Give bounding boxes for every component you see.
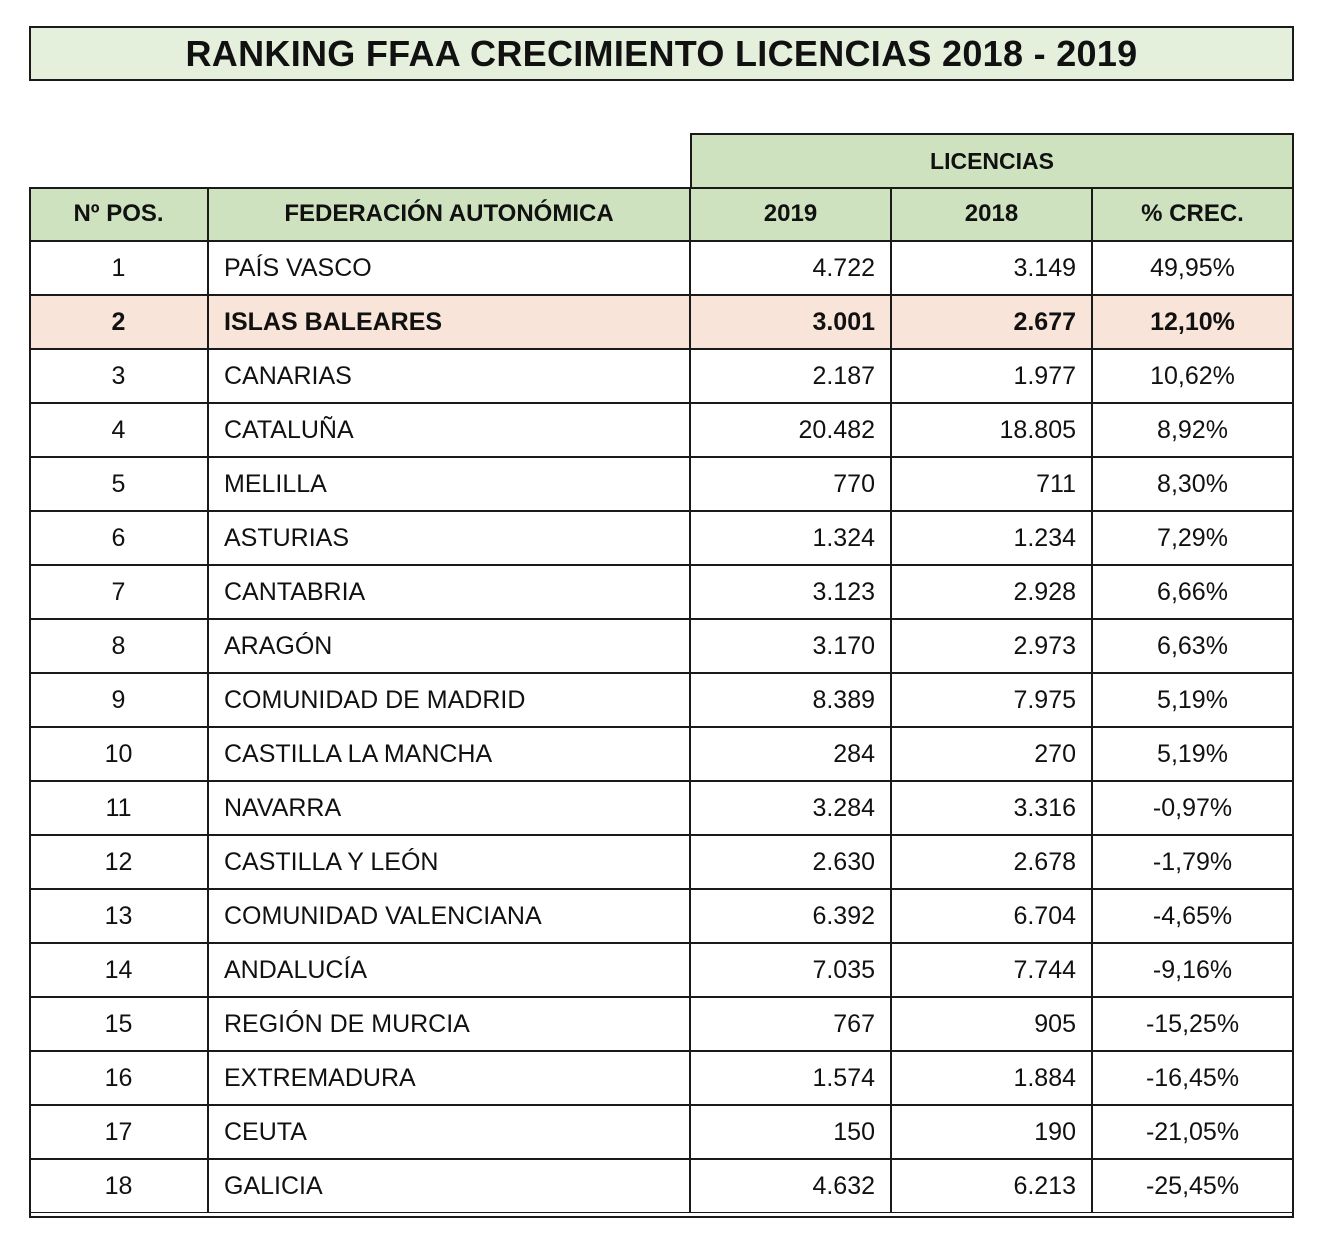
table-row: [29, 997, 1294, 1051]
cell-2018: 3.316: [891, 781, 1092, 835]
table-row: [29, 295, 1294, 349]
cell-growth: -0,97%: [1092, 781, 1293, 835]
cell-federation: MELILLA: [208, 457, 690, 511]
cell-growth: 10,62%: [1092, 349, 1293, 403]
cell-position: 11: [29, 781, 208, 835]
table-header-row: [29, 187, 1294, 241]
cell-growth: 49,95%: [1092, 241, 1293, 295]
header-2019: 2019: [690, 187, 891, 241]
cell-2018: 1.977: [891, 349, 1092, 403]
cell-2018: 7.975: [891, 673, 1092, 727]
cell-2019: 1.324: [690, 511, 891, 565]
cell-2019: 3.123: [690, 565, 891, 619]
cell-2018: 2.678: [891, 835, 1092, 889]
cell-position: 9: [29, 673, 208, 727]
cell-federation: COMUNIDAD VALENCIANA: [208, 889, 690, 943]
table-row: [29, 943, 1294, 997]
cell-growth: -9,16%: [1092, 943, 1293, 997]
table-row: [29, 241, 1294, 295]
table-row: [29, 349, 1294, 403]
cell-federation: CEUTA: [208, 1105, 690, 1159]
table-row: [29, 1159, 1294, 1213]
cell-position: 5: [29, 457, 208, 511]
table-row: [29, 1105, 1294, 1159]
cell-2018: 711: [891, 457, 1092, 511]
table-row: [29, 889, 1294, 943]
table-row: [29, 727, 1294, 781]
cell-growth: 6,63%: [1092, 619, 1293, 673]
cell-growth: -1,79%: [1092, 835, 1293, 889]
cell-position: 8: [29, 619, 208, 673]
cell-2019: 150: [690, 1105, 891, 1159]
cell-growth: 8,92%: [1092, 403, 1293, 457]
cell-2019: 767: [690, 997, 891, 1051]
cell-growth: 5,19%: [1092, 727, 1293, 781]
cell-position: 12: [29, 835, 208, 889]
table-row: [29, 565, 1294, 619]
cell-2018: 6.704: [891, 889, 1092, 943]
cell-position: 4: [29, 403, 208, 457]
cell-2018: 6.213: [891, 1159, 1092, 1213]
header-2018: 2018: [891, 187, 1092, 241]
cell-federation: PAÍS VASCO: [208, 241, 690, 295]
cell-federation: CATALUÑA: [208, 403, 690, 457]
cell-federation: ANDALUCÍA: [208, 943, 690, 997]
cell-2018: 190: [891, 1105, 1092, 1159]
cell-position: 10: [29, 727, 208, 781]
cell-2019: 3.170: [690, 619, 891, 673]
cell-growth: -16,45%: [1092, 1051, 1293, 1105]
cell-2019: 1.574: [690, 1051, 891, 1105]
cell-growth: 12,10%: [1092, 295, 1293, 349]
header-position: Nº POS.: [29, 187, 208, 241]
cell-2019: 4.632: [690, 1159, 891, 1213]
cell-growth: 8,30%: [1092, 457, 1293, 511]
cell-2018: 2.973: [891, 619, 1092, 673]
header-growth: % CREC.: [1092, 187, 1293, 241]
cell-federation: CANARIAS: [208, 349, 690, 403]
cell-growth: 5,19%: [1092, 673, 1293, 727]
cell-2019: 3.001: [690, 295, 891, 349]
cell-position: 17: [29, 1105, 208, 1159]
table-row: [29, 781, 1294, 835]
cell-2019: 8.389: [690, 673, 891, 727]
table-row: [29, 619, 1294, 673]
cell-federation: CASTILLA Y LEÓN: [208, 835, 690, 889]
cell-2018: 1.234: [891, 511, 1092, 565]
cell-position: 14: [29, 943, 208, 997]
cell-federation: COMUNIDAD DE MADRID: [208, 673, 690, 727]
cell-position: 1: [29, 241, 208, 295]
cell-2019: 3.284: [690, 781, 891, 835]
cell-2018: 2.677: [891, 295, 1092, 349]
cell-2018: 2.928: [891, 565, 1092, 619]
cell-2019: 284: [690, 727, 891, 781]
cell-federation: NAVARRA: [208, 781, 690, 835]
cell-federation: EXTREMADURA: [208, 1051, 690, 1105]
cell-2019: 20.482: [690, 403, 891, 457]
cell-growth: -15,25%: [1092, 997, 1293, 1051]
cell-2019: 7.035: [690, 943, 891, 997]
cell-2018: 1.884: [891, 1051, 1092, 1105]
cell-2018: 905: [891, 997, 1092, 1051]
cell-2019: 2.187: [690, 349, 891, 403]
cell-2018: 270: [891, 727, 1092, 781]
cell-growth: -25,45%: [1092, 1159, 1293, 1213]
cell-2019: 2.630: [690, 835, 891, 889]
cell-2019: 6.392: [690, 889, 891, 943]
cell-2019: 4.722: [690, 241, 891, 295]
cell-federation: ARAGÓN: [208, 619, 690, 673]
table-row: [29, 1051, 1294, 1105]
cell-growth: -21,05%: [1092, 1105, 1293, 1159]
cell-position: 16: [29, 1051, 208, 1105]
cell-growth: -4,65%: [1092, 889, 1293, 943]
table-row: [29, 457, 1294, 511]
cell-federation: REGIÓN DE MURCIA: [208, 997, 690, 1051]
licencias-group-header: LICENCIAS: [690, 133, 1294, 188]
cell-federation: ISLAS BALEARES: [208, 295, 690, 349]
cell-position: 3: [29, 349, 208, 403]
table-row: [29, 511, 1294, 565]
table-row: [29, 673, 1294, 727]
cell-federation: CASTILLA LA MANCHA: [208, 727, 690, 781]
cell-federation: ASTURIAS: [208, 511, 690, 565]
header-federation: FEDERACIÓN AUTONÓMICA: [208, 187, 690, 241]
cell-position: 7: [29, 565, 208, 619]
cell-2018: 7.744: [891, 943, 1092, 997]
cell-federation: CANTABRIA: [208, 565, 690, 619]
cell-2019: 770: [690, 457, 891, 511]
cell-2018: 3.149: [891, 241, 1092, 295]
cell-2018: 18.805: [891, 403, 1092, 457]
table-row: [29, 835, 1294, 889]
cell-position: 2: [29, 295, 208, 349]
cell-federation: GALICIA: [208, 1159, 690, 1213]
cell-position: 18: [29, 1159, 208, 1213]
cell-growth: 7,29%: [1092, 511, 1293, 565]
cell-growth: 6,66%: [1092, 565, 1293, 619]
cell-position: 13: [29, 889, 208, 943]
cell-position: 6: [29, 511, 208, 565]
page-title: RANKING FFAA CRECIMIENTO LICENCIAS 2018 - 2019: [29, 26, 1294, 81]
cell-position: 15: [29, 997, 208, 1051]
table-row: [29, 403, 1294, 457]
